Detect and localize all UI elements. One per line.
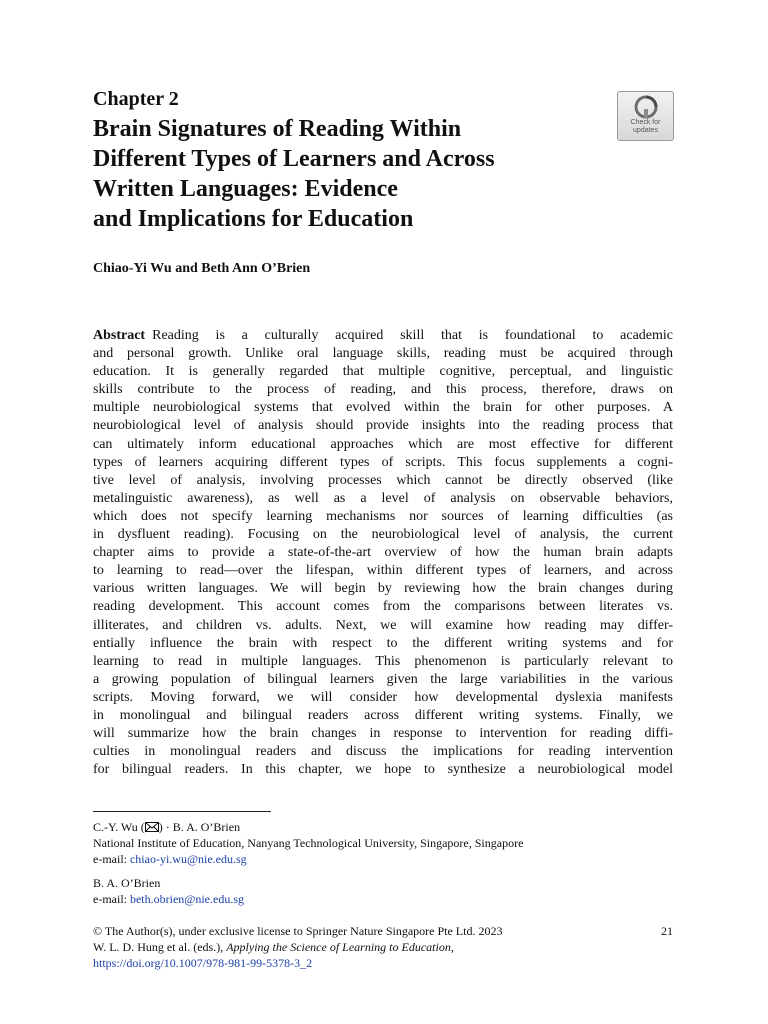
abstract-line: illiterates, and children vs. adults. Next, we will examine how reading may differ- xyxy=(93,617,673,633)
email-label: e-mail: xyxy=(93,852,130,866)
abstract-line: chapter aims to provide a state-of-the-art overview of how the human brain adapts xyxy=(93,545,673,561)
abstract-line: entially influence the brain with respect to the different writing systems and for xyxy=(93,635,673,651)
email-link[interactable]: chiao-yi.wu@nie.edu.sg xyxy=(129,852,247,866)
abstract-line: scripts. Moving forward, we will consider how developmental dyslexia manifests xyxy=(93,689,673,705)
corresponding-authors xyxy=(93,819,673,835)
authors: Chiao-Yi Wu and Beth Ann O’Brien xyxy=(93,261,311,276)
author-footnotes xyxy=(93,819,673,907)
email-link[interactable]: beth.obrien@nie.edu.sg xyxy=(129,892,245,906)
abstract-line: culties in monolingual readers and discuss the implications for reading intervention xyxy=(93,744,673,760)
citation-punctuation: , xyxy=(450,940,454,954)
abstract-line: in monolingual and bilingual readers across different writing systems. Finally, we xyxy=(93,707,673,723)
abstract-line: tive level of analysis, involving processes which cannot be directly observed (like xyxy=(93,472,673,488)
copyright-block xyxy=(93,923,673,971)
abstract-line: can ultimately inform educational approaches which are most effective for different xyxy=(93,436,673,452)
abstract-line: to learning to read—over the lifespan, within different types of learners, and across xyxy=(93,563,673,579)
check-for-updates-badge[interactable] xyxy=(617,91,674,141)
abstract-line: learning to read in multiple languages. This phenomenon is particularly relevant to xyxy=(93,653,673,669)
abstract-label: Abstract xyxy=(93,328,146,343)
doi-link[interactable]: https://doi.org/10.1007/978-981-99-5378-3_2 xyxy=(93,956,313,970)
citation-line xyxy=(93,939,673,955)
title-line: Written Languages: Evidence xyxy=(93,176,398,202)
abstract-line: and personal growth. Unlike oral language skills, reading must be acquired through xyxy=(93,346,673,362)
abstract-line: neurobiological level of analysis should provide insights into the reading process that xyxy=(93,418,673,434)
envelope-icon[interactable] xyxy=(145,822,159,832)
check-for-updates-icon xyxy=(633,95,659,119)
page-number: 21 xyxy=(661,924,673,938)
title-line: Different Types of Learners and Across xyxy=(93,146,495,172)
abstract-line-text: Reading is a culturally acquired skill that is foundational to academic xyxy=(152,328,673,343)
footnote-divider xyxy=(93,811,271,812)
doi-line xyxy=(93,955,673,971)
abstract-line: in dysfluent reading). Focusing on the neurobiological level of analysis, the current xyxy=(93,527,673,543)
abstract-line xyxy=(93,327,673,345)
email-label: e-mail: xyxy=(93,892,130,906)
author1-prefix: C.-Y. Wu ( xyxy=(93,820,145,834)
author2-name: B. A. O’Brien xyxy=(93,876,161,890)
copyright-line: © The Author(s), under exclusive license to Springer Nature Singapore Pte Ltd. 2023 xyxy=(93,924,503,938)
abstract-line: skills contribute to the process of reading, and this process, therefore, draws on xyxy=(93,382,673,398)
abstract-line: which does not specify learning mechanisms nor sources of learning difficulties (as xyxy=(93,508,673,524)
abstract-line: will summarize how the brain changes in response to intervention for reading diffi- xyxy=(93,726,673,742)
email-line xyxy=(93,891,673,907)
abstract-line: multiple neurobiological systems that evolved within the brain for other purposes. A xyxy=(93,400,673,416)
editors: W. L. D. Hung et al. (eds.), xyxy=(93,940,227,954)
chapter-label: Chapter 2 xyxy=(93,88,179,110)
email-line xyxy=(93,851,673,867)
chapter-title xyxy=(93,114,593,234)
abstract-line: education. It is generally regarded that multiple cognitive, perceptual, and linguistic xyxy=(93,364,673,380)
title-line: Brain Signatures of Reading Within xyxy=(93,116,462,142)
abstract xyxy=(93,327,673,779)
abstract-line: reading development. This account comes from the comparisons between literates vs. xyxy=(93,599,673,615)
affiliation: National Institute of Education, Nanyang Technological University, Singapore, Singapore xyxy=(93,836,524,850)
badge-text-line: Check for xyxy=(630,119,661,126)
title-line: and Implications for Education xyxy=(93,206,414,232)
abstract-line: metalinguistic awareness), as well as a level of analysis on observable behaviors, xyxy=(93,490,673,506)
abstract-line: various written languages. We will begin by reviewing how the brain changes during xyxy=(93,581,673,597)
abstract-line: a growing population of bilingual learners given the large variabilities in the various xyxy=(93,671,673,687)
abstract-line: for bilingual readers. In this chapter, we hope to synthesize a neurobiological model xyxy=(93,762,673,778)
author1-suffix: ) · B. A. O’Brien xyxy=(158,820,241,834)
badge-text-line: updates xyxy=(633,127,658,134)
book-title: Applying the Science of Learning to Education xyxy=(226,940,451,954)
abstract-line: types of learners acquiring different types of scripts. This focus supplements a cogni- xyxy=(93,454,673,470)
